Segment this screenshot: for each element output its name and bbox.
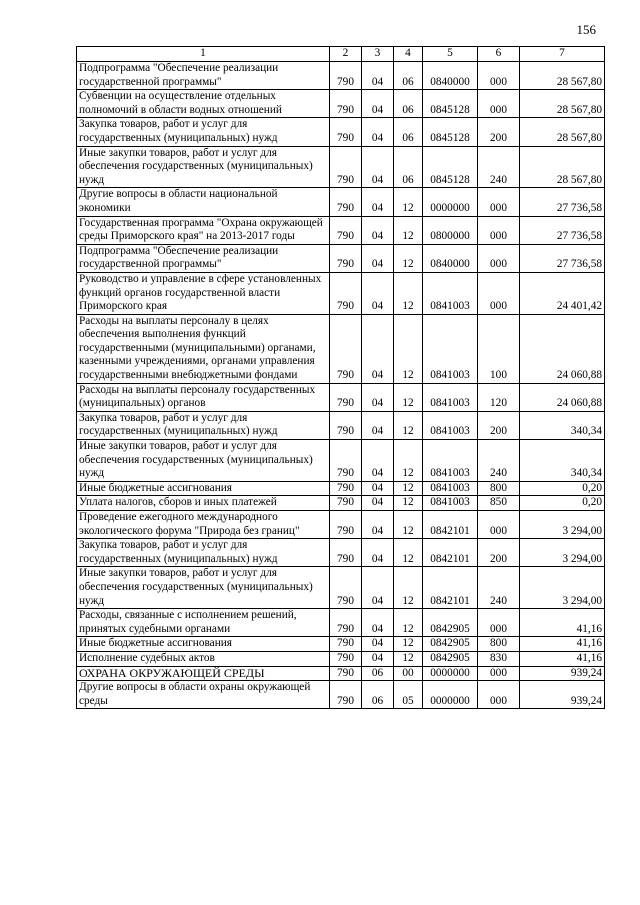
budget-table — [76, 46, 605, 709]
row-expense-type: 800 — [478, 637, 520, 652]
table-row — [77, 383, 605, 411]
row-name: Иные закупки товаров, работ и услуг для обеспечения государственных (муниципальных) нужд — [77, 146, 330, 188]
page-number: 156 — [576, 22, 596, 37]
row-subsection-code: 12 — [394, 567, 423, 609]
table-row — [77, 272, 605, 314]
row-admin-code: 790 — [330, 609, 362, 637]
row-subsection-code: 12 — [394, 188, 423, 216]
row-section-code: 04 — [362, 188, 394, 216]
table-row — [77, 666, 605, 681]
row-admin-code: 790 — [330, 118, 362, 146]
row-admin-code: 790 — [330, 383, 362, 411]
column-header-7: 7 — [520, 47, 605, 62]
row-target-code: 0841003 — [423, 383, 478, 411]
row-section-code: 04 — [362, 244, 394, 272]
row-amount: 939,24 — [520, 666, 605, 681]
row-admin-code: 790 — [330, 567, 362, 609]
row-expense-type: 000 — [478, 681, 520, 709]
row-amount: 3 294,00 — [520, 539, 605, 567]
row-section-code: 04 — [362, 651, 394, 666]
row-name: Уплата налогов, сборов и иных платежей — [77, 496, 330, 511]
row-target-code: 0840000 — [423, 244, 478, 272]
table-row — [77, 62, 605, 90]
row-admin-code: 790 — [330, 411, 362, 439]
row-subsection-code: 12 — [394, 411, 423, 439]
row-expense-type: 000 — [478, 62, 520, 90]
row-amount: 3 294,00 — [520, 567, 605, 609]
row-amount: 939,24 — [520, 681, 605, 709]
row-expense-type: 200 — [478, 118, 520, 146]
table-row — [77, 188, 605, 216]
table-row — [77, 567, 605, 609]
row-target-code: 0000000 — [423, 681, 478, 709]
row-subsection-code: 12 — [394, 511, 423, 539]
row-expense-type: 100 — [478, 314, 520, 383]
row-admin-code: 790 — [330, 496, 362, 511]
row-name: Проведение ежегодного международного экологического форума "Природа без границ" — [77, 511, 330, 539]
row-subsection-code: 12 — [394, 651, 423, 666]
row-amount: 27 736,58 — [520, 188, 605, 216]
row-target-code: 0842905 — [423, 609, 478, 637]
row-subsection-code: 12 — [394, 609, 423, 637]
row-name: Закупка товаров, работ и услуг для государственных (муниципальных) нужд — [77, 539, 330, 567]
row-admin-code: 790 — [330, 511, 362, 539]
row-expense-type: 240 — [478, 146, 520, 188]
row-section-code: 04 — [362, 539, 394, 567]
row-subsection-code: 12 — [394, 383, 423, 411]
row-amount: 28 567,80 — [520, 118, 605, 146]
row-name: Другие вопросы в области национальной экономики — [77, 188, 330, 216]
table-row — [77, 440, 605, 482]
table-row — [77, 90, 605, 118]
row-target-code: 0000000 — [423, 666, 478, 681]
column-header-2: 2 — [330, 47, 362, 62]
row-name: Расходы, связанные с исполнением решений, принятых судебными органами — [77, 609, 330, 637]
row-expense-type: 830 — [478, 651, 520, 666]
row-expense-type: 000 — [478, 609, 520, 637]
row-expense-type: 000 — [478, 216, 520, 244]
row-amount: 340,34 — [520, 440, 605, 482]
table-row — [77, 496, 605, 511]
row-expense-type: 240 — [478, 567, 520, 609]
row-name: Подпрограмма "Обеспечение реализации государственной программы" — [77, 244, 330, 272]
table-row — [77, 481, 605, 496]
row-name: Руководство и управление в сфере установленных функций органов государственной власти Приморского края — [77, 272, 330, 314]
row-section-code: 04 — [362, 411, 394, 439]
row-section-code: 04 — [362, 272, 394, 314]
row-section-code: 06 — [362, 681, 394, 709]
row-expense-type: 240 — [478, 440, 520, 482]
row-target-code: 0842101 — [423, 567, 478, 609]
row-admin-code: 790 — [330, 90, 362, 118]
row-name: Закупка товаров, работ и услуг для государственных (муниципальных) нужд — [77, 411, 330, 439]
row-section-code: 04 — [362, 383, 394, 411]
row-subsection-code: 06 — [394, 90, 423, 118]
row-admin-code: 790 — [330, 244, 362, 272]
row-amount: 340,34 — [520, 411, 605, 439]
row-section-code: 04 — [362, 216, 394, 244]
row-subsection-code: 12 — [394, 244, 423, 272]
row-amount: 28 567,80 — [520, 90, 605, 118]
row-target-code: 0841003 — [423, 411, 478, 439]
row-expense-type: 200 — [478, 539, 520, 567]
row-admin-code: 790 — [330, 188, 362, 216]
row-amount: 41,16 — [520, 609, 605, 637]
row-section-code: 04 — [362, 146, 394, 188]
row-amount: 24 060,88 — [520, 383, 605, 411]
row-amount: 28 567,80 — [520, 62, 605, 90]
row-amount: 28 567,80 — [520, 146, 605, 188]
row-section-code: 06 — [362, 666, 394, 681]
row-admin-code: 790 — [330, 481, 362, 496]
row-admin-code: 790 — [330, 146, 362, 188]
table-row — [77, 146, 605, 188]
row-section-code: 04 — [362, 567, 394, 609]
row-admin-code: 790 — [330, 651, 362, 666]
row-subsection-code: 12 — [394, 314, 423, 383]
row-target-code: 0842905 — [423, 651, 478, 666]
table-row — [77, 539, 605, 567]
row-subsection-code: 06 — [394, 146, 423, 188]
row-target-code: 0845128 — [423, 90, 478, 118]
table-row — [77, 511, 605, 539]
table-row — [77, 651, 605, 666]
table-row — [77, 216, 605, 244]
row-amount: 0,20 — [520, 481, 605, 496]
row-amount: 27 736,58 — [520, 216, 605, 244]
header-row — [77, 47, 605, 62]
row-amount: 24 401,42 — [520, 272, 605, 314]
row-section-code: 04 — [362, 496, 394, 511]
row-admin-code: 790 — [330, 216, 362, 244]
row-subsection-code: 05 — [394, 681, 423, 709]
row-subsection-code: 12 — [394, 481, 423, 496]
row-subsection-code: 06 — [394, 118, 423, 146]
row-target-code: 0845128 — [423, 146, 478, 188]
row-subsection-code: 12 — [394, 272, 423, 314]
row-admin-code: 790 — [330, 272, 362, 314]
row-target-code: 0841003 — [423, 314, 478, 383]
table-row — [77, 314, 605, 383]
row-target-code: 0841003 — [423, 496, 478, 511]
row-subsection-code: 12 — [394, 440, 423, 482]
row-expense-type: 000 — [478, 511, 520, 539]
row-section-code: 04 — [362, 481, 394, 496]
column-header-6: 6 — [478, 47, 520, 62]
row-name: Расходы на выплаты персоналу в целях обеспечения выполнения функций государственными (муниципальными) органами, казенными учреждениями, органами управления государственными внебюджетными фондами — [77, 314, 330, 383]
table-row — [77, 681, 605, 709]
row-section-code: 04 — [362, 62, 394, 90]
row-section-code: 04 — [362, 511, 394, 539]
row-target-code: 0800000 — [423, 216, 478, 244]
row-amount: 0,20 — [520, 496, 605, 511]
row-name: Государственная программа "Охрана окружающей среды Приморского края" на 2013-2017 годы — [77, 216, 330, 244]
row-admin-code: 790 — [330, 440, 362, 482]
row-target-code: 0845128 — [423, 118, 478, 146]
row-name: Иные закупки товаров, работ и услуг для обеспечения государственных (муниципальных) нужд — [77, 567, 330, 609]
row-name: Иные бюджетные ассигнования — [77, 637, 330, 652]
row-target-code: 0000000 — [423, 188, 478, 216]
row-expense-type: 120 — [478, 383, 520, 411]
row-amount: 24 060,88 — [520, 314, 605, 383]
row-amount: 3 294,00 — [520, 511, 605, 539]
table-row — [77, 244, 605, 272]
row-name: ОХРАНА ОКРУЖАЮЩЕЙ СРЕДЫ — [77, 666, 330, 681]
row-admin-code: 790 — [330, 666, 362, 681]
row-section-code: 04 — [362, 118, 394, 146]
row-admin-code: 790 — [330, 539, 362, 567]
row-target-code: 0842101 — [423, 511, 478, 539]
row-target-code: 0842905 — [423, 637, 478, 652]
row-name: Закупка товаров, работ и услуг для государственных (муниципальных) нужд — [77, 118, 330, 146]
column-header-5: 5 — [423, 47, 478, 62]
row-target-code: 0841003 — [423, 481, 478, 496]
row-target-code: 0842101 — [423, 539, 478, 567]
row-section-code: 04 — [362, 440, 394, 482]
row-amount: 41,16 — [520, 637, 605, 652]
row-name: Субвенции на осуществление отдельных полномочий в области водных отношений — [77, 90, 330, 118]
row-name: Иные закупки товаров, работ и услуг для обеспечения государственных (муниципальных) нужд — [77, 440, 330, 482]
row-expense-type: 800 — [478, 481, 520, 496]
row-name: Иные бюджетные ассигнования — [77, 481, 330, 496]
row-subsection-code: 12 — [394, 637, 423, 652]
row-section-code: 04 — [362, 609, 394, 637]
row-subsection-code: 00 — [394, 666, 423, 681]
row-name: Расходы на выплаты персоналу государственных (муниципальных) органов — [77, 383, 330, 411]
row-name: Подпрограмма "Обеспечение реализации государственной программы" — [77, 62, 330, 90]
row-admin-code: 790 — [330, 681, 362, 709]
row-expense-type: 000 — [478, 666, 520, 681]
row-admin-code: 790 — [330, 314, 362, 383]
row-name: Исполнение судебных актов — [77, 651, 330, 666]
column-header-3: 3 — [362, 47, 394, 62]
table-row — [77, 411, 605, 439]
row-amount: 41,16 — [520, 651, 605, 666]
row-subsection-code: 12 — [394, 539, 423, 567]
row-expense-type: 000 — [478, 244, 520, 272]
row-admin-code: 790 — [330, 62, 362, 90]
row-expense-type: 000 — [478, 90, 520, 118]
table-row — [77, 637, 605, 652]
row-name: Другие вопросы в области охраны окружающей среды — [77, 681, 330, 709]
row-target-code: 0841003 — [423, 440, 478, 482]
row-expense-type: 200 — [478, 411, 520, 439]
row-admin-code: 790 — [330, 637, 362, 652]
row-subsection-code: 12 — [394, 216, 423, 244]
row-expense-type: 000 — [478, 188, 520, 216]
row-expense-type: 850 — [478, 496, 520, 511]
column-header-1: 1 — [77, 47, 330, 62]
row-section-code: 04 — [362, 90, 394, 118]
row-amount: 27 736,58 — [520, 244, 605, 272]
table-row — [77, 118, 605, 146]
row-expense-type: 000 — [478, 272, 520, 314]
row-section-code: 04 — [362, 314, 394, 383]
row-section-code: 04 — [362, 637, 394, 652]
row-target-code: 0840000 — [423, 62, 478, 90]
column-header-4: 4 — [394, 47, 423, 62]
table-row — [77, 609, 605, 637]
row-subsection-code: 06 — [394, 62, 423, 90]
row-target-code: 0841003 — [423, 272, 478, 314]
row-subsection-code: 12 — [394, 496, 423, 511]
